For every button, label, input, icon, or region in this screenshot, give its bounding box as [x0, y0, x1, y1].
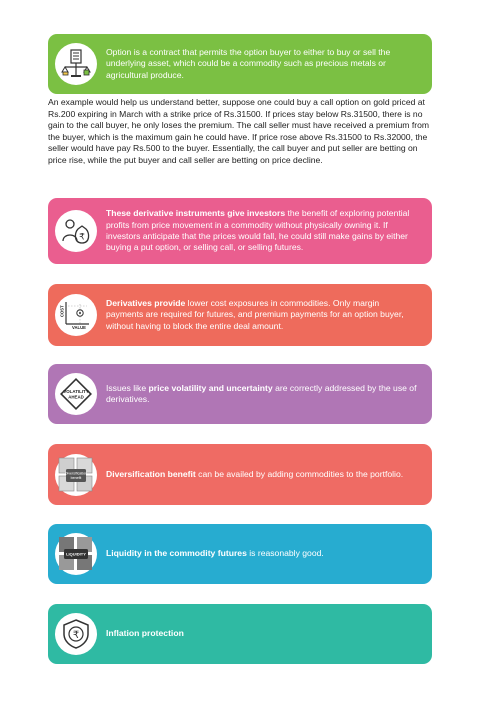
card-inflation-text	[106, 628, 184, 639]
card-profit	[48, 198, 432, 264]
diversification-puzzle-icon	[55, 454, 97, 496]
card-option	[48, 34, 432, 94]
card-inflation	[48, 604, 432, 664]
card-volatility-body: are correctly addressed by the use of derivatives.	[106, 382, 417, 404]
card-lowcost-text	[106, 298, 418, 332]
card-diversification	[48, 444, 432, 505]
sign-line1: VOLATILITY	[63, 389, 89, 394]
svg-text:₹: ₹	[72, 630, 80, 641]
axis-value-label: VALUE	[72, 325, 86, 330]
card-inflation-bold: Inflation protection	[106, 628, 184, 639]
card-lowcost	[48, 284, 432, 346]
example-paragraph: An example would help us understand better, suppose one could buy a call option on gold priced at Rs.200 expiring in March with a strike price of Rs.31500. If prices stay below Rs.31500, there is no gain to the call buyer, he only loses the premium. The call seller must have received a premium from the buyer, which is the maximum gain he could have. If price rose above Rs.31500 to Rs.32000, the seller would have pay Rs.500 to the buyer. Essentially, the call buyer and put seller are betting on price rise, while the put buyer and call seller are betting on price decline.	[48, 97, 430, 165]
rupee-shield-icon	[55, 613, 97, 655]
card-lowcost-bold: Derivatives provide	[106, 297, 186, 308]
card-volatility-pre: Issues like	[106, 382, 149, 393]
piece-line2: benefit	[70, 475, 82, 480]
card-volatility-text	[106, 383, 418, 406]
cost-value-chart-icon	[55, 294, 97, 336]
liquidity-piece-label: LIQUIDITY	[66, 551, 86, 557]
svg-text:₹: ₹	[79, 232, 85, 243]
card-liquidity-text	[106, 548, 324, 559]
card-volatility	[48, 364, 432, 424]
axis-cost-label: COST	[59, 305, 65, 317]
card-liquidity-body: is reasonably good.	[246, 548, 324, 559]
card-volatility-bold: price volatility and uncertainty	[148, 382, 273, 393]
card-diversification-bold: Diversification benefit	[106, 468, 196, 479]
card-liquidity	[48, 524, 432, 584]
volatility-sign-icon	[55, 373, 97, 415]
card-profit-body: the benefit of exploring potential profits from price movement in a commodity without physically owning it. If investors anticipate that the prices would fall, he could still make gains by either buying a put option, or selling call, or selling futures.	[106, 208, 410, 253]
card-diversification-text	[106, 469, 403, 480]
sign-line2: AHEAD	[68, 394, 84, 400]
card-option-text: Option is a contract that permits the option buyer to either to buy or sell the underlying asset, which could be a commodity such as precious metals or agricultural produce.	[106, 46, 391, 80]
investor-rupee-bag-icon	[55, 210, 97, 252]
card-liquidity-bold: Liquidity in the commodity futures	[106, 548, 247, 559]
card-profit-text	[106, 208, 418, 254]
commodity-balance-icon	[55, 43, 97, 85]
card-profit-bold: These derivative instruments give investors	[106, 208, 286, 219]
card-diversification-body: can be availed by adding commodities to the portfolio.	[195, 468, 404, 479]
liquidity-puzzle-icon	[55, 533, 97, 575]
card-lowcost-body: lower cost exposures in commodities. Only margin payments are required for futures, and premium payments for an option buyer, without having to block the entire deal amount.	[106, 297, 404, 331]
piece-line1: Diversification	[64, 471, 88, 475]
